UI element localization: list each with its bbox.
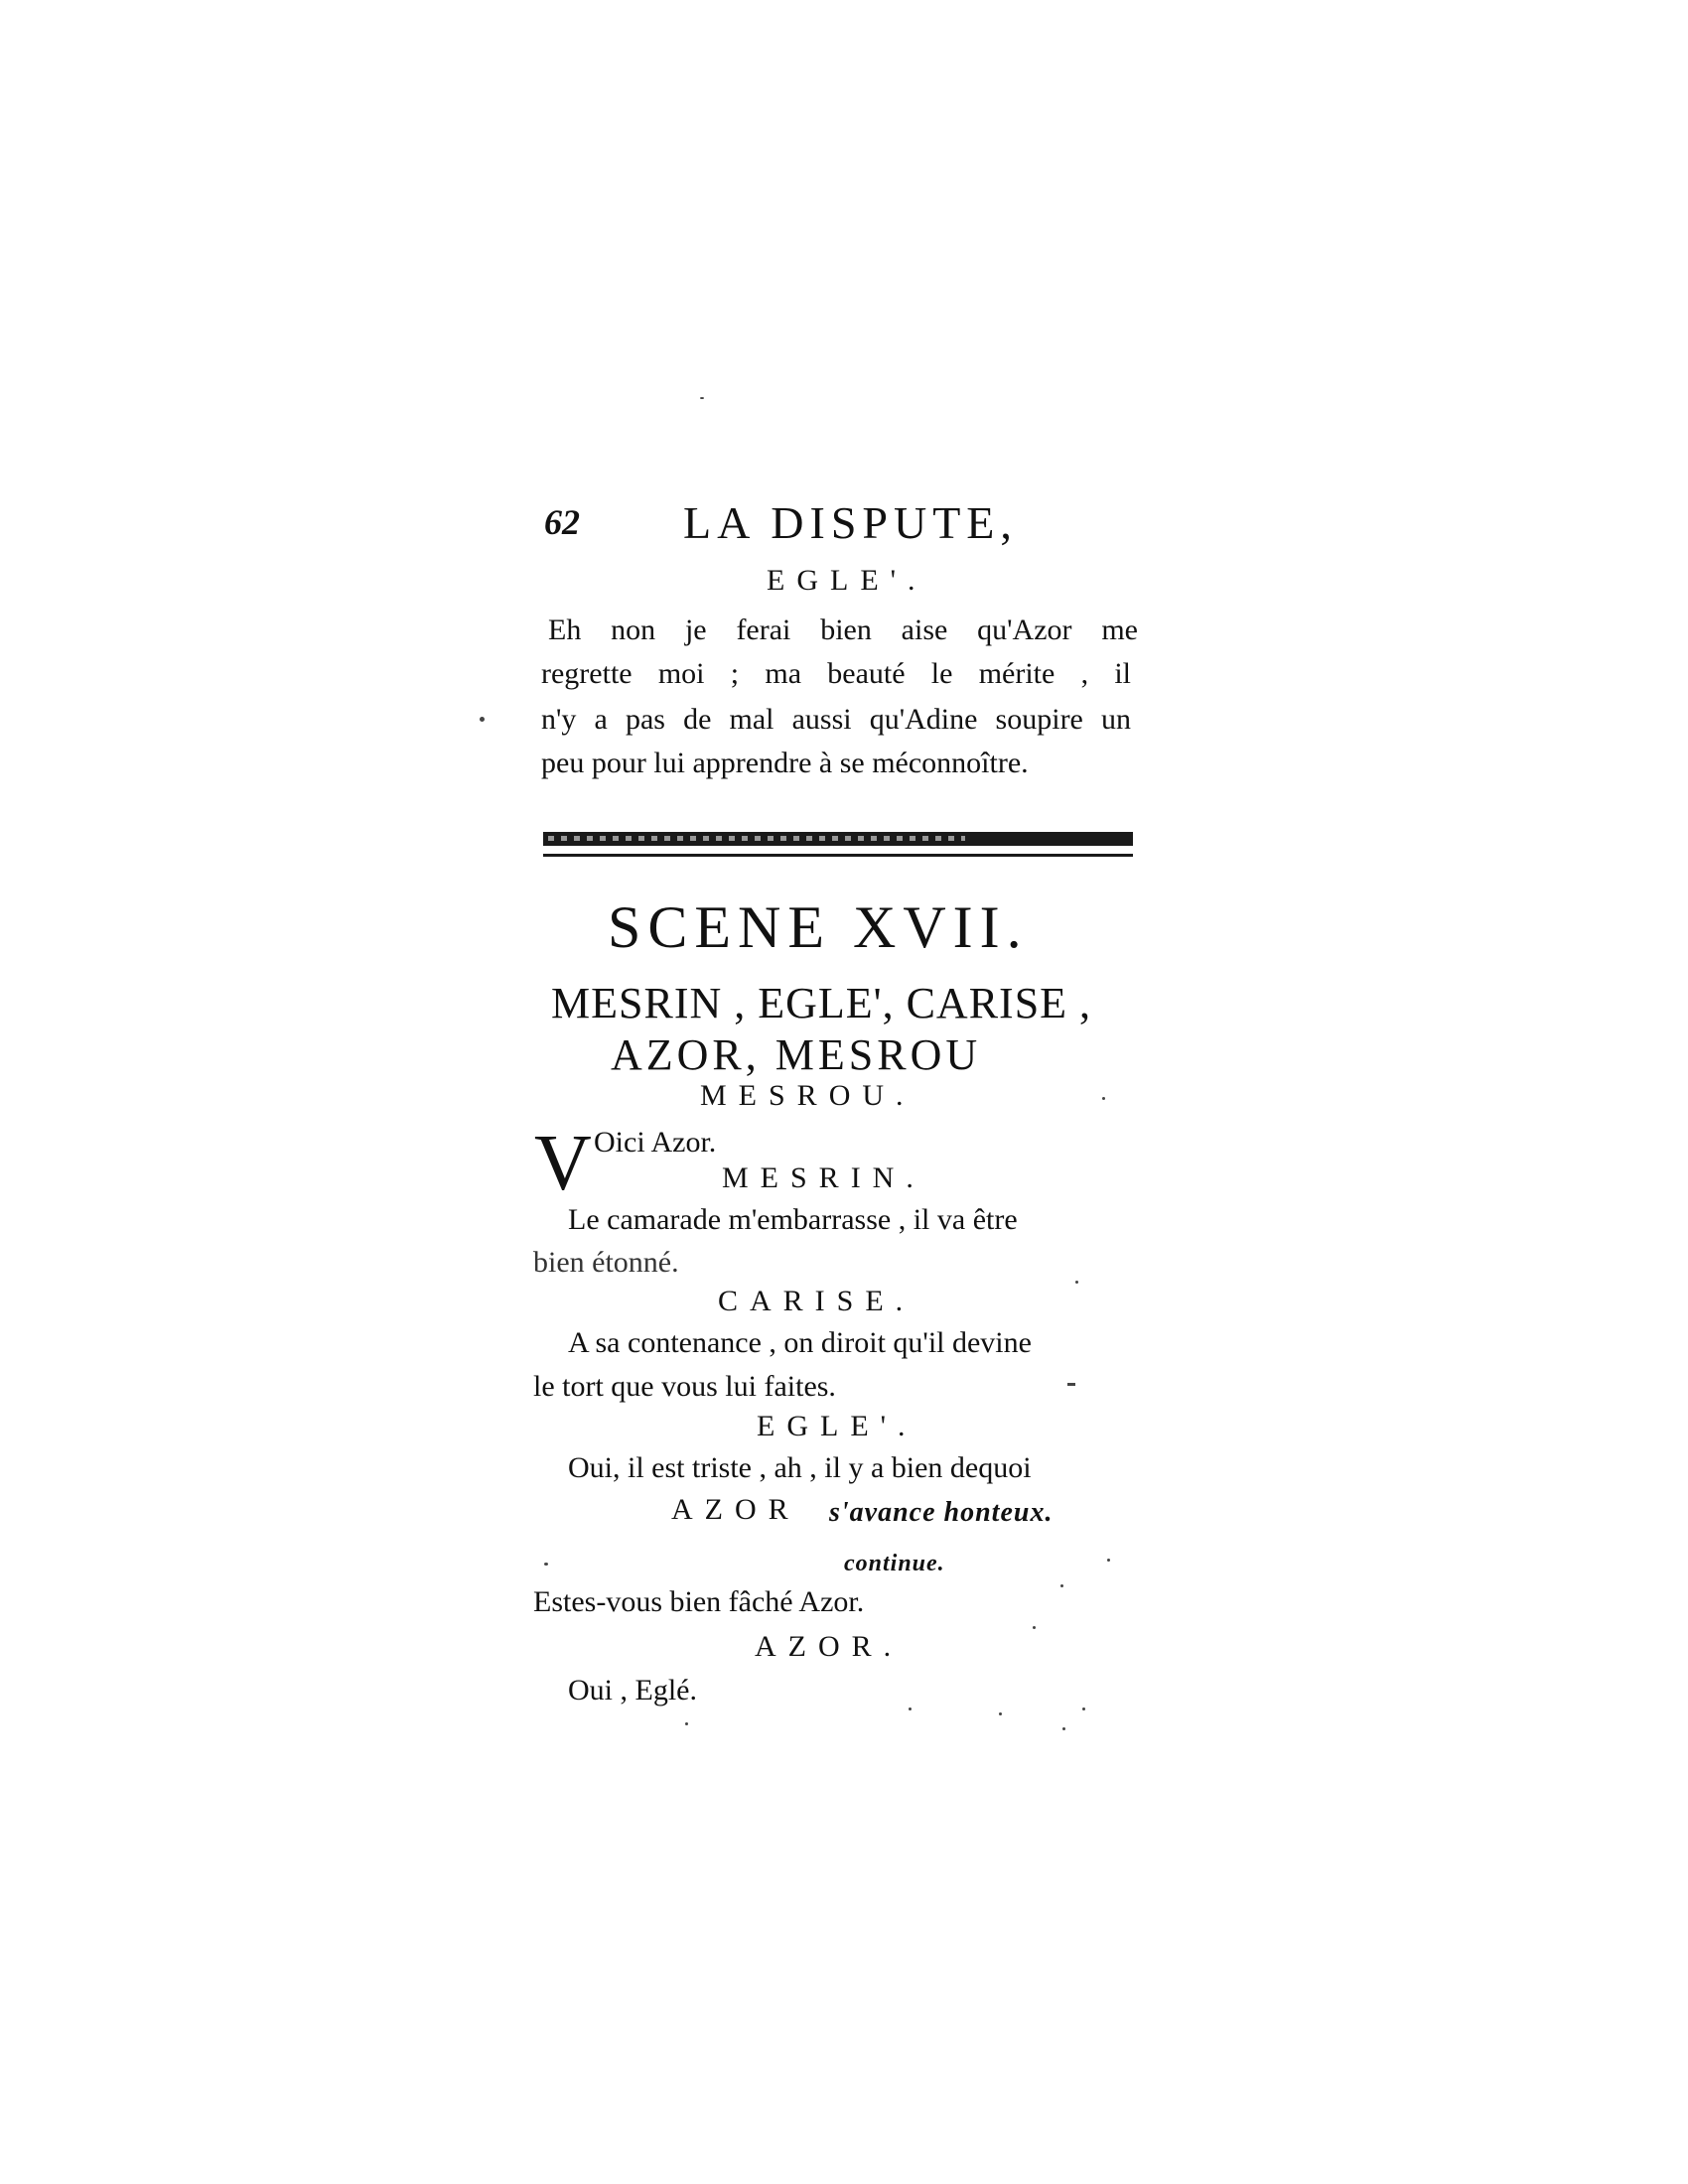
page-number: 62 (544, 502, 580, 542)
scene-title: SCENE XVII. (608, 894, 1029, 960)
dialogue-line: Estes-vous bien fâché Azor. (533, 1585, 865, 1618)
stage-direction: continue. (844, 1551, 945, 1576)
speaker-mesrou: MESROU. (700, 1079, 915, 1112)
scene-characters: AZOR, MESROU (611, 1030, 982, 1079)
dialogue-line: Oici Azor. (594, 1126, 717, 1159)
egle-speech-line: Eh non je ferai bien aise qu'Azor me (548, 614, 1138, 646)
dialogue-line: Oui , Eglé. (568, 1674, 697, 1706)
speaker-mesrin: MESRIN. (722, 1161, 925, 1194)
drop-cap: V (534, 1120, 592, 1207)
dialogue-line: le tort que vous lui faites. (533, 1370, 836, 1403)
speaker-egle: EGLE'. (767, 564, 927, 597)
dialogue-line: A sa contenance , on diroit qu'il devine (568, 1326, 1032, 1359)
speaker-egle: EGLE'. (757, 1410, 917, 1442)
egle-speech-line: n'y a pas de mal aussi qu'Adine soupire un (541, 703, 1131, 736)
speaker-carise: CARISE. (718, 1285, 915, 1317)
dialogue-line: Oui, il est triste , ah , il y a bien dequoi (568, 1451, 1032, 1484)
scene-characters: MESRIN , EGLE', CARISE , (551, 979, 1092, 1027)
speaker-azor: AZOR (671, 1493, 800, 1526)
running-title: LA DISPUTE, (683, 497, 1018, 548)
stage-direction: s'avance honteux. (829, 1497, 1054, 1528)
speaker-azor: AZOR. (755, 1630, 904, 1663)
dialogue-line: bien étonné. (533, 1246, 679, 1279)
thin-rule (543, 854, 1133, 857)
dialogue-line: Le camarade m'embarrasse , il va être (568, 1203, 1018, 1236)
ornament-rule-texture (548, 836, 965, 841)
egle-speech-line: peu pour lui apprendre à se méconnoître. (541, 747, 1029, 779)
egle-speech-line: regrette moi ; ma beauté le mérite , il (541, 657, 1131, 690)
